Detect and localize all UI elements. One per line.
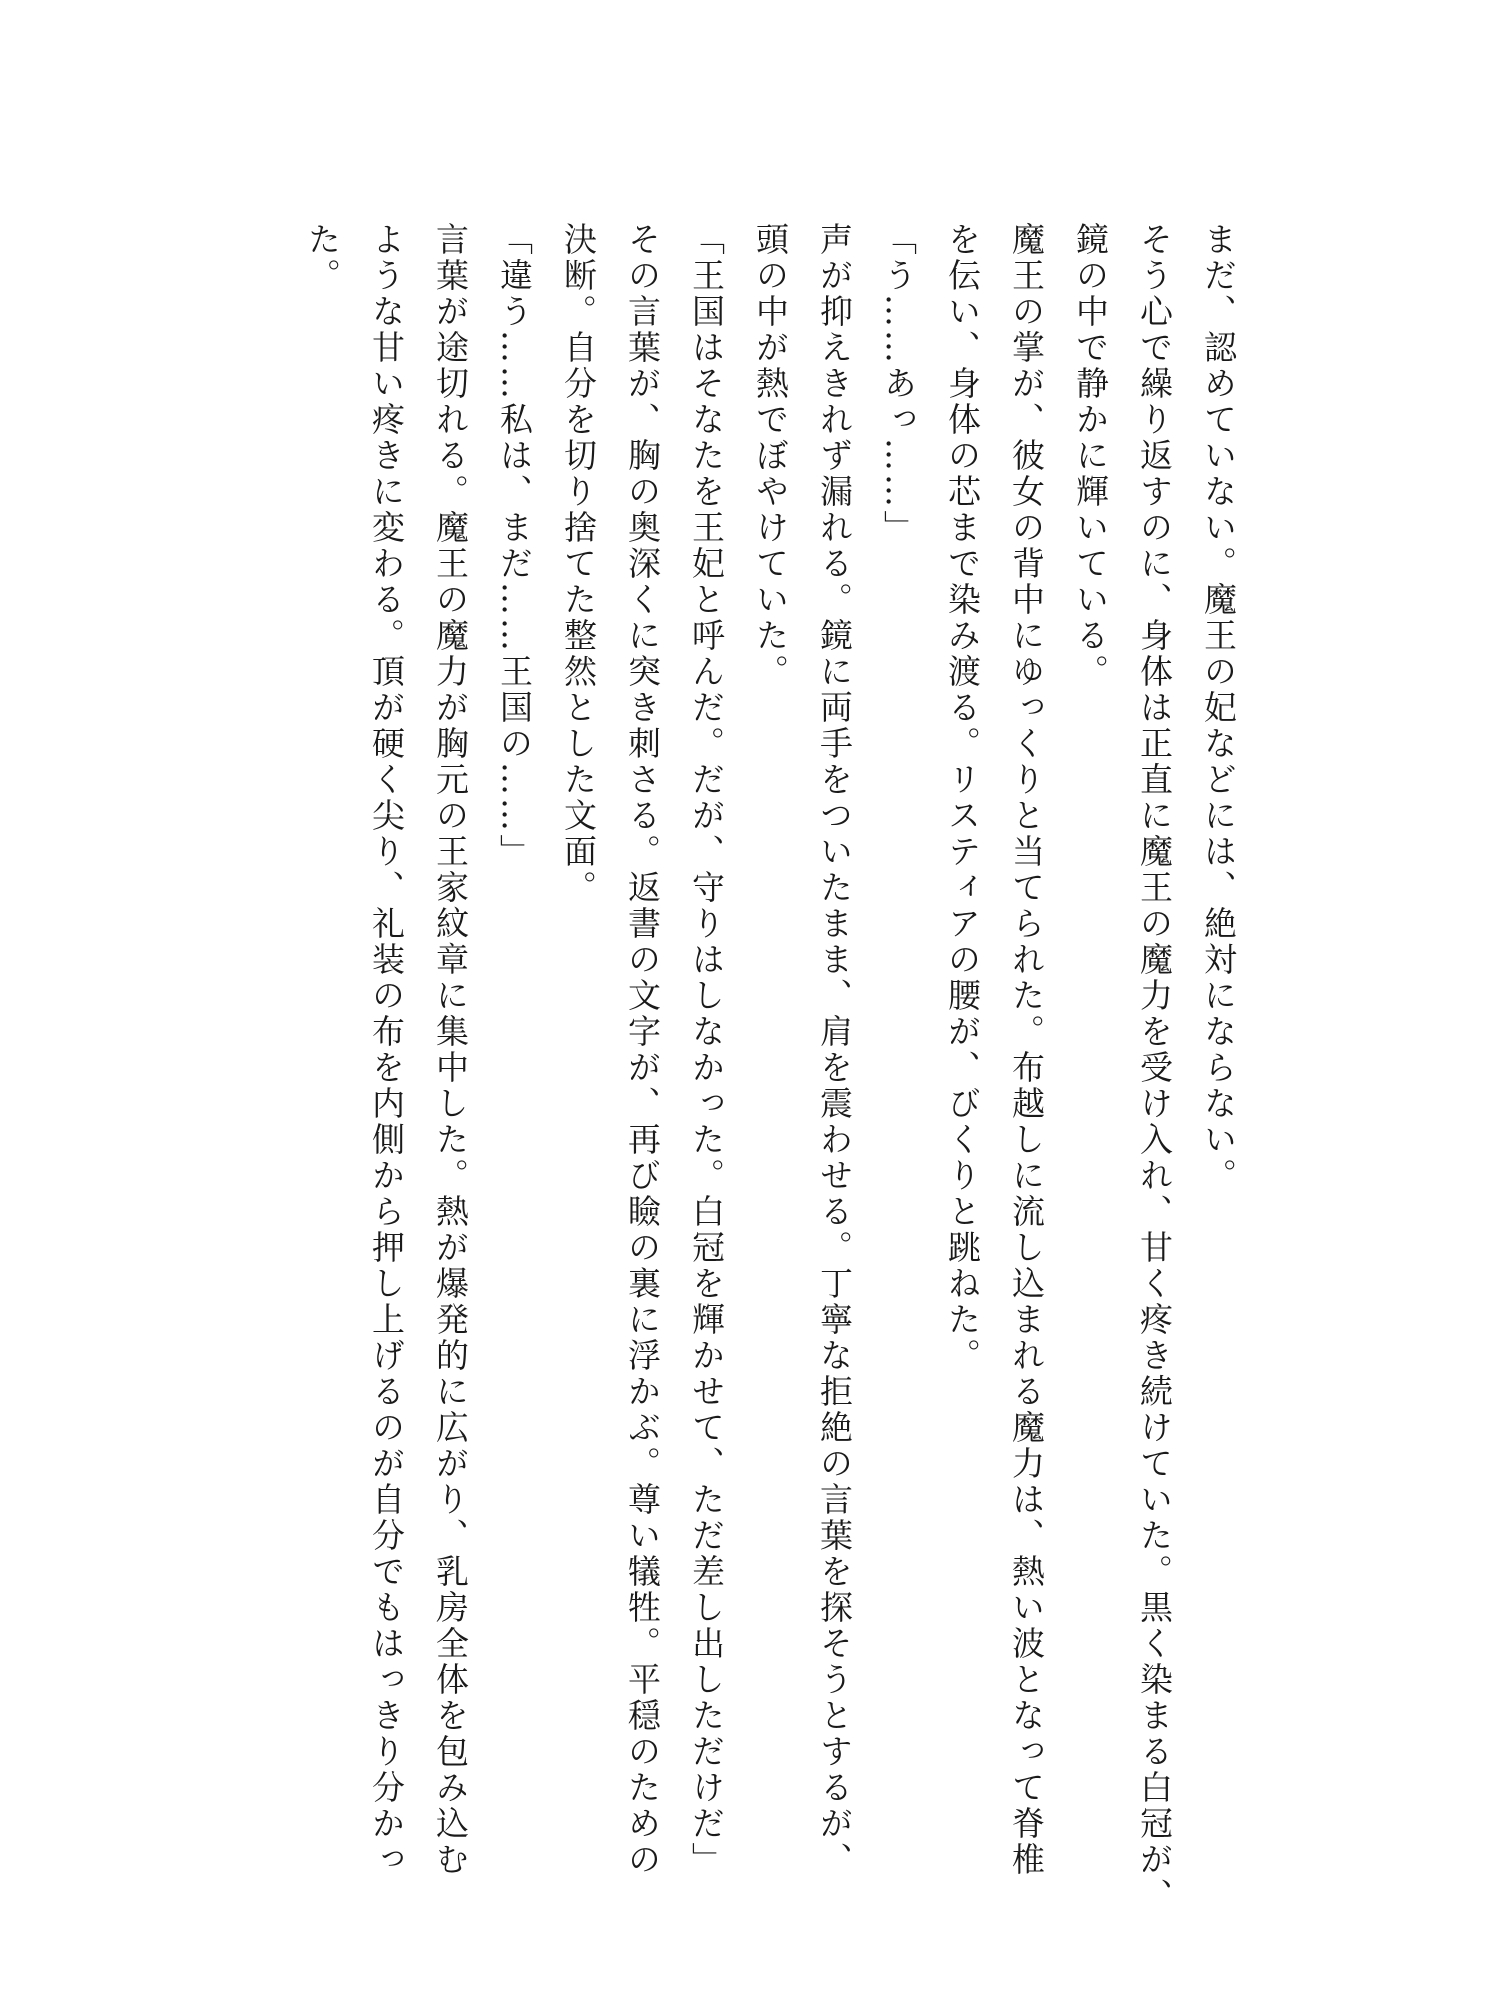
text-line: た。 <box>303 222 342 294</box>
vertical-text-body <box>290 222 1250 1914</box>
text-line: 声が抑えきれず漏れる。鏡に両手をついたまま、肩を震わせる。丁寧な拒絶の言葉を探そうとするが、 <box>815 222 854 1878</box>
text-line: 頭の中が熱でぼやけていた。 <box>751 222 790 690</box>
text-line: 言葉が途切れる。魔王の魔力が胸元の王家紋章に集中した。熱が爆発的に広がり、乳房全体を包み込む <box>431 222 470 1878</box>
text-line: 魔王の掌が、彼女の背中にゆっくりと当てられた。布越しに流し込まれる魔力は、熱い波となって脊椎 <box>1007 222 1046 1878</box>
text-line: 決断。自分を切り捨てた整然とした文面。 <box>559 222 598 906</box>
text-line: 「う……あっ……」 <box>879 222 918 546</box>
text-line: そう心で繰り返すのに、身体は正直に魔王の魔力を受け入れ、甘く疼き続けていた。黒く染まる白冠が、 <box>1135 222 1174 1914</box>
text-line: 鏡の中で静かに輝いている。 <box>1071 222 1110 690</box>
text-line: まだ、認めていない。魔王の妃などには、絶対にならない。 <box>1199 222 1238 1194</box>
text-line: ような甘い疼きに変わる。頂が硬く尖り、礼装の布を内側から押し上げるのが自分でもはっきり分かっ <box>367 222 406 1878</box>
text-line: を伝い、身体の芯まで染み渡る。リスティアの腰が、びくりと跳ねた。 <box>943 222 982 1374</box>
text-line: 「王国はそなたを王妃と呼んだ。だが、守りはしなかった。白冠を輝かせて、ただ差し出しただけだ」 <box>687 222 726 1878</box>
text-line: その言葉が、胸の奥深くに突き刺さる。返書の文字が、再び瞼の裏に浮かぶ。尊い犠牲。平穏のための <box>623 222 662 1878</box>
text-line: 「違う……私は、まだ……王国の……」 <box>495 222 534 870</box>
